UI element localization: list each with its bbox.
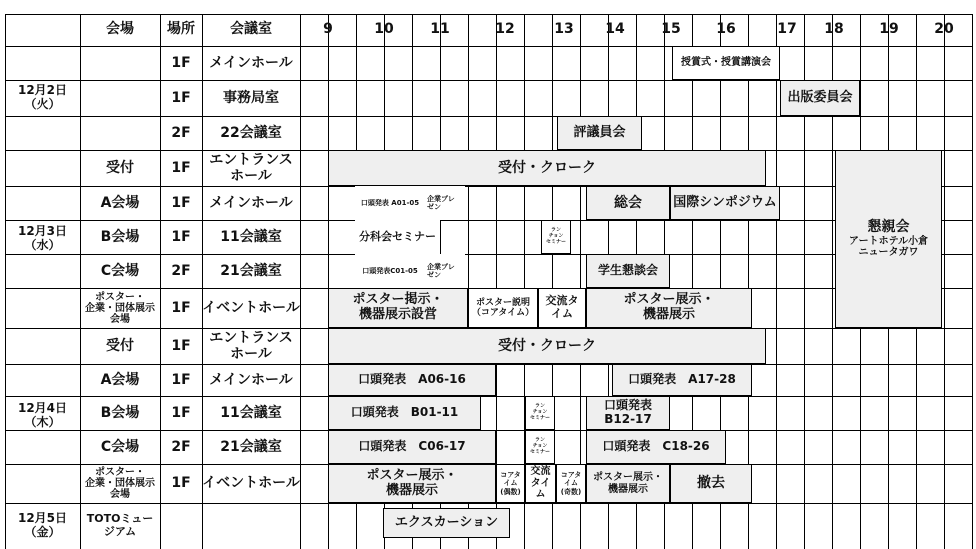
event-publication-committee: 出版委員会: [780, 80, 860, 116]
event-oral-b12-17: 口頭発表 B12-17: [586, 396, 670, 430]
hour-label: 14: [605, 20, 625, 37]
grid-line: [944, 14, 945, 549]
hour-label: 13: [554, 20, 574, 37]
event-oral-a17-28: 口頭発表 A17-28: [612, 364, 752, 396]
hour-label: 18: [824, 20, 844, 37]
event-international-symposium: 国際シンポジウム: [670, 186, 780, 220]
event-excursion: エクスカーション: [383, 508, 510, 538]
hour-label: 9: [323, 20, 333, 37]
room-entrance-hall: エントランス ホール: [209, 151, 293, 184]
event-student-meeting: 学生懇談会: [586, 254, 670, 288]
floor-cell: 1F: [171, 337, 191, 354]
venue-a: A会場: [100, 371, 140, 388]
event-oral-b01-11: 口頭発表 B01-11: [328, 396, 481, 430]
venue-b: B会場: [100, 228, 140, 245]
hour-label: 12: [495, 20, 515, 37]
floor-cell: 1F: [171, 228, 191, 245]
event-section-seminar: 分科会セミナー: [355, 220, 440, 254]
date-dec4: 12月4日 （木）: [17, 400, 68, 429]
grid-line: [5, 116, 972, 117]
room-11: 11会議室: [220, 404, 282, 421]
room-main-hall: メインホール: [209, 54, 293, 71]
room-entrance-hall: エントランス ホール: [209, 329, 293, 362]
room-21: 21会議室: [220, 262, 282, 279]
room-21: 21会議室: [220, 438, 282, 455]
venue-poster: ポスター・ 企業・団体展示 会場: [85, 467, 155, 500]
date-dec5: 12月5日 （金）: [17, 511, 68, 539]
room-main-hall: メインホール: [209, 371, 293, 388]
date-dec2: 12月2日 （火）: [17, 83, 68, 111]
event-poster-exhibit: ポスター展示・ 機器展示: [586, 288, 752, 328]
room-office: 事務局室: [223, 89, 279, 106]
floor-cell: 2F: [171, 262, 191, 279]
floor-cell: 1F: [171, 299, 191, 316]
header-room: 会議室: [230, 20, 272, 37]
venue-c: C会場: [100, 262, 140, 279]
event-general-meeting: 総会: [586, 186, 670, 220]
header-place: 場所: [167, 20, 195, 37]
hour-label: 20: [934, 20, 954, 37]
event-luncheon-seminar: ラン チョン セミナー: [525, 396, 555, 430]
event-social-time: 交流タ イム: [538, 288, 586, 328]
event-poster-exhibit: ポスター展示・ 機器展示: [328, 464, 496, 503]
venue-reception: 受付: [106, 337, 134, 354]
event-coretime-odd: コアタ イム (奇数): [556, 464, 586, 503]
floor-cell: 1F: [171, 475, 191, 492]
floor-cell: 1F: [171, 194, 191, 211]
event-poster-setup: ポスター掲示・ 機器展示設営: [328, 288, 468, 328]
banquet-venue: アートホテル小倉 ニュータガワ: [848, 235, 929, 259]
room-11: 11会議室: [220, 228, 282, 245]
event-oral-c18-26: 口頭発表 C18-26: [586, 430, 726, 464]
hour-label: 11: [430, 20, 450, 37]
event-reception-cloak: 受付・クローク: [328, 150, 766, 186]
hour-label: 16: [716, 20, 736, 37]
event-social-time: 交流 タイ ム: [525, 464, 556, 503]
grid-line: [972, 14, 973, 549]
floor-cell: 1F: [171, 404, 191, 421]
event-oral-c01-05: 口頭発表C01-05: [355, 254, 425, 288]
hour-label: 17: [777, 20, 797, 37]
event-oral-a06-16: 口頭発表 A06-16: [328, 364, 496, 396]
floor-cell: 1F: [171, 159, 191, 176]
floor-cell: 1F: [171, 54, 191, 71]
event-corporate-presentation: 企業プレ ゼン: [425, 254, 465, 288]
room-event-hall: イベントホール: [202, 299, 300, 316]
event-council: 評議員会: [557, 116, 642, 150]
floor-cell: 2F: [171, 438, 191, 455]
banquet-title: 懇親会: [867, 219, 910, 236]
event-luncheon-seminar: ラン チョン セミナー: [525, 430, 555, 464]
venue-toto-museum: TOTOミュー ジアム: [86, 512, 154, 538]
event-oral-c06-17: 口頭発表 C06-17: [328, 430, 496, 464]
venue-b: B会場: [100, 404, 140, 421]
hour-label: 15: [661, 20, 681, 37]
floor-cell: 1F: [171, 89, 191, 106]
room-22: 22会議室: [220, 124, 282, 141]
venue-poster: ポスター・ 企業・団体展示 会場: [85, 291, 155, 325]
grid-line: [5, 46, 972, 47]
venue-reception: 受付: [106, 159, 134, 176]
date-dec3: 12月3日 （水）: [17, 224, 68, 252]
room-event-hall: イベントホール: [202, 475, 300, 492]
floor-cell: 1F: [171, 371, 191, 388]
event-banquet: [835, 150, 942, 328]
event-reception-cloak: 受付・クローク: [328, 328, 766, 364]
event-poster-coretime: ポスター説明 （コアタイム）: [468, 288, 538, 328]
event-poster-exhibit: ポスター展示・ 機器展示: [586, 464, 670, 503]
header-venue: 会場: [106, 20, 134, 37]
floor-cell: 2F: [171, 124, 191, 141]
venue-a: A会場: [100, 194, 140, 211]
event-coretime-even: コアタ イム (偶数): [496, 464, 525, 503]
hour-label: 19: [879, 20, 899, 37]
event-oral-a01-05: 口頭発表 A01-05: [355, 186, 425, 220]
event-luncheon-seminar: ラン チョン セミナー: [541, 220, 571, 254]
event-corporate-presentation: 企業プレ ゼン: [425, 186, 465, 220]
event-award: 授賞式・授賞講演会: [672, 46, 780, 80]
grid-line: [776, 14, 777, 549]
hour-label: 10: [374, 20, 394, 37]
venue-c: C会場: [100, 438, 140, 455]
event-teardown: 撤去: [670, 464, 752, 503]
grid-line: [300, 14, 301, 549]
room-main-hall: メインホール: [209, 194, 293, 211]
